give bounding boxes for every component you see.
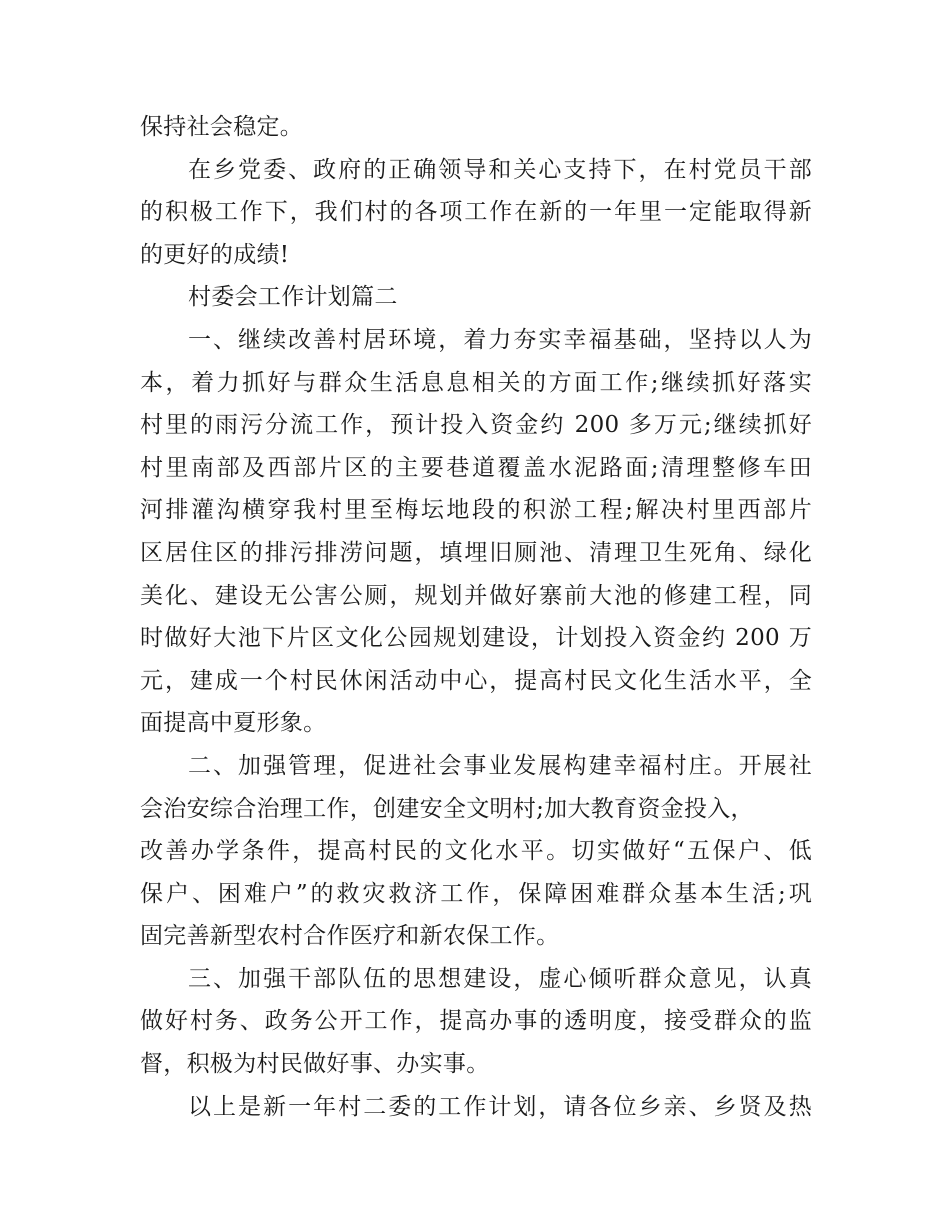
text-line: 改善办学条件，提高村民的文化水平。切实做好“五保户、低 (140, 838, 812, 865)
paragraph-start-line: 一、继续改善村居环境，着力夯实幸福基础，坚持以人为 (188, 326, 812, 353)
paragraph-start-line: 二、加强管理，促进社会事业发展构建幸福村庄。开展社 (188, 752, 812, 779)
text-line: 美化、建设无公害公厕，规划并做好寨前大池的修建工程，同 (140, 582, 812, 609)
text-line: 元，建成一个村民休闲活动中心，提高村民文化生活水平，全 (140, 667, 812, 694)
text-line: 的更好的成绩! (140, 241, 290, 268)
paragraph-start-line: 在乡党委、政府的正确领导和关心支持下，在村党员干部 (188, 156, 812, 183)
document-page (140, 106, 812, 1128)
text-line: 村里南部及西部片区的主要巷道覆盖水泥路面;清理整修车田 (140, 454, 812, 481)
text-line: 做好村务、政务公开工作，提高办事的透明度，接受群众的监 (140, 1008, 812, 1035)
paragraph-start-line: 以上是新一年村二委的工作计划，请各位乡亲、乡贤及热 (188, 1093, 812, 1120)
text-line: 固完善新型农村合作医疗和新农保工作。 (140, 923, 560, 950)
text-line: 督，积极为村民做好事、办实事。 (140, 1051, 490, 1078)
paragraph-start-line: 三、加强干部队伍的思想建设，虚心倾听群众意见，认真 (188, 965, 812, 992)
text-line: 的积极工作下，我们村的各项工作在新的一年里一定能取得新 (140, 199, 812, 226)
text-line: 区居住区的排污排涝问题，填埋旧厕池、清理卫生死角、绿化 (140, 539, 812, 566)
text-line: 保持社会稳定。 (140, 114, 304, 140)
text-line: 时做好大池下片区文化公园规划建设，计划投入资金约 200 万 (140, 625, 812, 652)
text-line: 会治安综合治理工作，创建安全文明村;加大教育资金投入， (140, 795, 754, 822)
text-line: 本，着力抓好与群众生活息息相关的方面工作;继续抓好落实 (140, 369, 812, 396)
text-line: 保户、困难户”的救灾救济工作，保障困难群众基本生活;巩 (140, 880, 812, 907)
text-line: 河排灌沟横穿我村里至梅坛地段的积淤工程;解决村里西部片 (140, 497, 812, 524)
text-line: 面提高中夏形象。 (140, 710, 327, 737)
text-line: 村里的雨污分流工作，预计投入资金约 200 多万元;继续抓好 (140, 412, 812, 439)
section-heading: 村委会工作计划篇二 (188, 284, 398, 311)
